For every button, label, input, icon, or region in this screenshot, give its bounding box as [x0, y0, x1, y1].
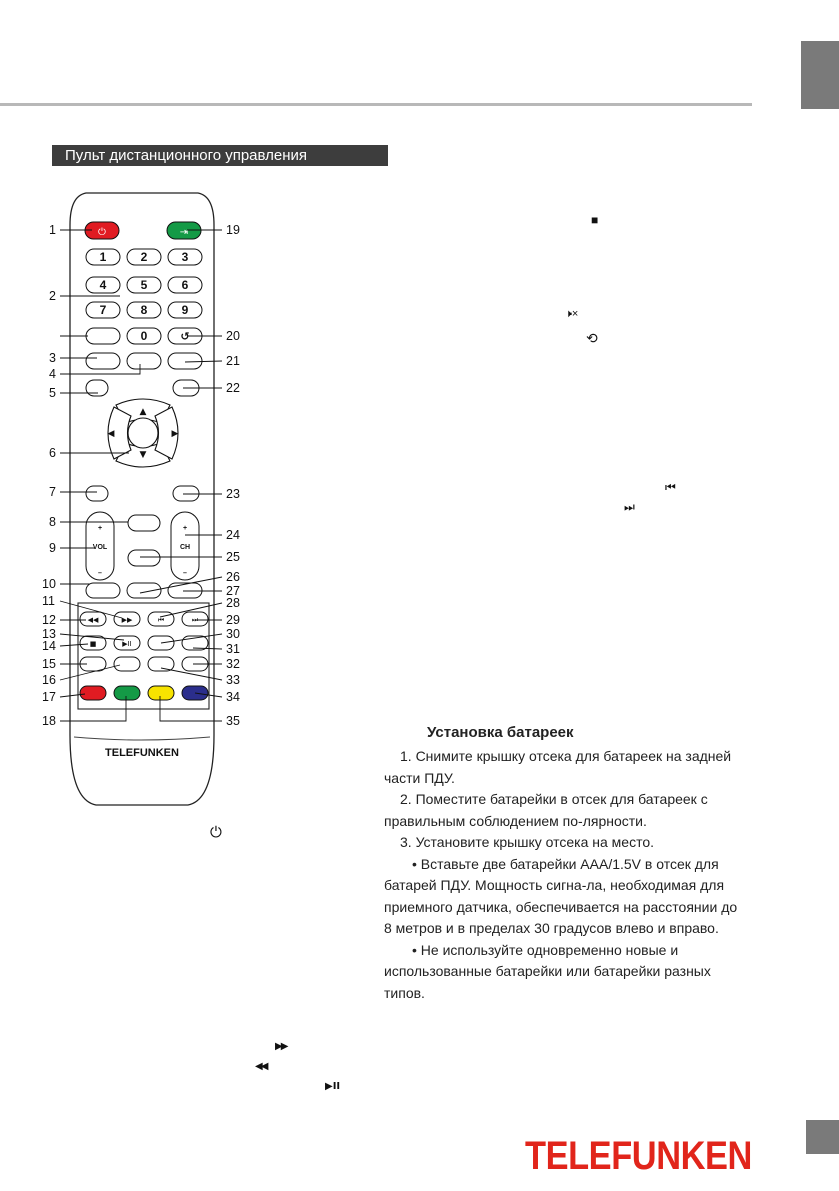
callout-4: 4	[49, 367, 56, 381]
yellow-key	[148, 686, 174, 700]
callout-25: 25	[226, 550, 240, 564]
key-7-left	[86, 486, 108, 501]
callout-24: 24	[226, 528, 240, 542]
repeat-icon: ⟲	[586, 330, 598, 346]
input-icon: ⇥	[179, 227, 189, 238]
left-arrow-icon: ◀	[107, 429, 115, 439]
callout-32: 32	[226, 657, 240, 671]
power-symbol-icon: ⏻	[210, 823, 222, 841]
callout-1: 1	[49, 223, 56, 237]
green-key	[114, 686, 140, 700]
callout-2: 2	[49, 289, 56, 303]
callout-6: 6	[49, 446, 56, 460]
vol-plus: +	[97, 525, 103, 532]
key-2: 2	[140, 250, 148, 264]
battery-note-2: • Не используйте одновременно новые и использованные батарейки или батарейки разных типов.	[384, 941, 711, 1001]
callout-18: 18	[42, 714, 56, 728]
callout-23: 23	[226, 487, 240, 501]
remote-brand: TELEFUNKEN	[105, 747, 179, 759]
key-8: 8	[140, 303, 148, 317]
brand-logo: TELEFUNKEN	[525, 1134, 752, 1178]
key-6: 6	[181, 278, 189, 292]
next-icon: ⏭	[191, 616, 199, 624]
key-3: 3	[181, 250, 189, 264]
ch-label: CH	[179, 544, 191, 551]
down-arrow-icon: ▼	[139, 450, 147, 460]
key-8-center	[128, 515, 160, 531]
rewind-symbol-icon: ◀◀	[255, 1061, 267, 1072]
battery-step-2: 2. Поместите батарейки в отсек для батареек с правильным соблюдением по-лярности.	[384, 791, 708, 829]
key-7: 7	[99, 303, 107, 317]
prev-icon: ⏮	[157, 616, 165, 624]
callout-13: 13	[42, 627, 56, 641]
callout-10: 10	[42, 577, 56, 591]
section-title: Пульт дистанционного управления	[52, 145, 388, 166]
ffwd-symbol-icon: ▶▶	[275, 1041, 287, 1052]
battery-step-3: 3. Установите крышку отсека на место.	[400, 834, 655, 850]
key-5: 5	[140, 278, 148, 292]
key-23-right	[173, 486, 199, 501]
stop-icon: ■	[591, 213, 599, 227]
callout-26: 26	[226, 570, 240, 584]
callout-12: 12	[42, 613, 56, 627]
callout-17: 17	[42, 690, 56, 704]
battery-step-1: 1. Снимите крышку отсека для батареек на задней части ПДУ.	[384, 748, 732, 786]
callout-34: 34	[226, 690, 240, 704]
battery-note-1: • Вставьте две батарейки AAA/1.5V в отсек для батарей ПДУ. Мощность сигна-ла, необходимая для приемного датчика, обеспечивается на расстоянии до 8 метров и в пределах 30 градусов влево и вправо.	[384, 855, 738, 936]
vol-minus: –	[98, 570, 102, 577]
callout-21: 21	[226, 354, 240, 368]
recall-icon: ↺	[180, 330, 190, 343]
callout-9: 9	[49, 541, 56, 555]
callout-16: 16	[42, 673, 56, 687]
callout-22: 22	[226, 381, 240, 395]
callout-8: 8	[49, 515, 56, 529]
callout-27: 27	[226, 584, 240, 598]
callout-11: 11	[42, 594, 55, 608]
ch-plus: +	[182, 525, 188, 532]
callout-28: 28	[226, 596, 240, 610]
stop-icon: ■	[89, 640, 97, 648]
ch-minus: –	[183, 570, 187, 577]
red-key	[80, 686, 106, 700]
mute-icon: 🕨×	[565, 308, 579, 320]
play-pause-icon: ▶II	[122, 640, 132, 648]
callout-29: 29	[226, 613, 240, 627]
callout-3: 3	[49, 351, 56, 365]
callout-20: 20	[226, 329, 240, 343]
callout-19: 19	[226, 223, 240, 237]
next-track-icon: ⏭	[624, 500, 635, 514]
callout-14: 14	[42, 639, 56, 653]
key-1: 1	[99, 250, 107, 264]
up-arrow-icon: ▲	[139, 407, 147, 417]
callout-15: 15	[42, 657, 56, 671]
battery-instructions	[384, 746, 744, 1004]
callout-33: 33	[226, 673, 240, 687]
power-icon: ⏻	[98, 227, 106, 238]
callout-31: 31	[226, 642, 240, 656]
callout-30: 30	[226, 627, 240, 641]
key-9: 9	[181, 303, 189, 317]
key-0: 0	[140, 329, 148, 343]
key-4: 4	[99, 278, 107, 292]
callout-7: 7	[49, 485, 56, 499]
key-25-center	[128, 550, 160, 566]
vol-label: VOL	[92, 544, 108, 551]
callout-5: 5	[49, 386, 56, 400]
play-pause-symbol-icon: ▶II	[325, 1081, 341, 1092]
right-arrow-icon: ▶	[171, 429, 179, 439]
callout-35: 35	[226, 714, 240, 728]
prev-track-icon: ⏮	[665, 480, 676, 494]
ffwd-icon: ▶▶	[121, 616, 133, 624]
rewind-icon: ◀◀	[87, 616, 99, 624]
battery-title: Установка батареек	[427, 724, 574, 741]
